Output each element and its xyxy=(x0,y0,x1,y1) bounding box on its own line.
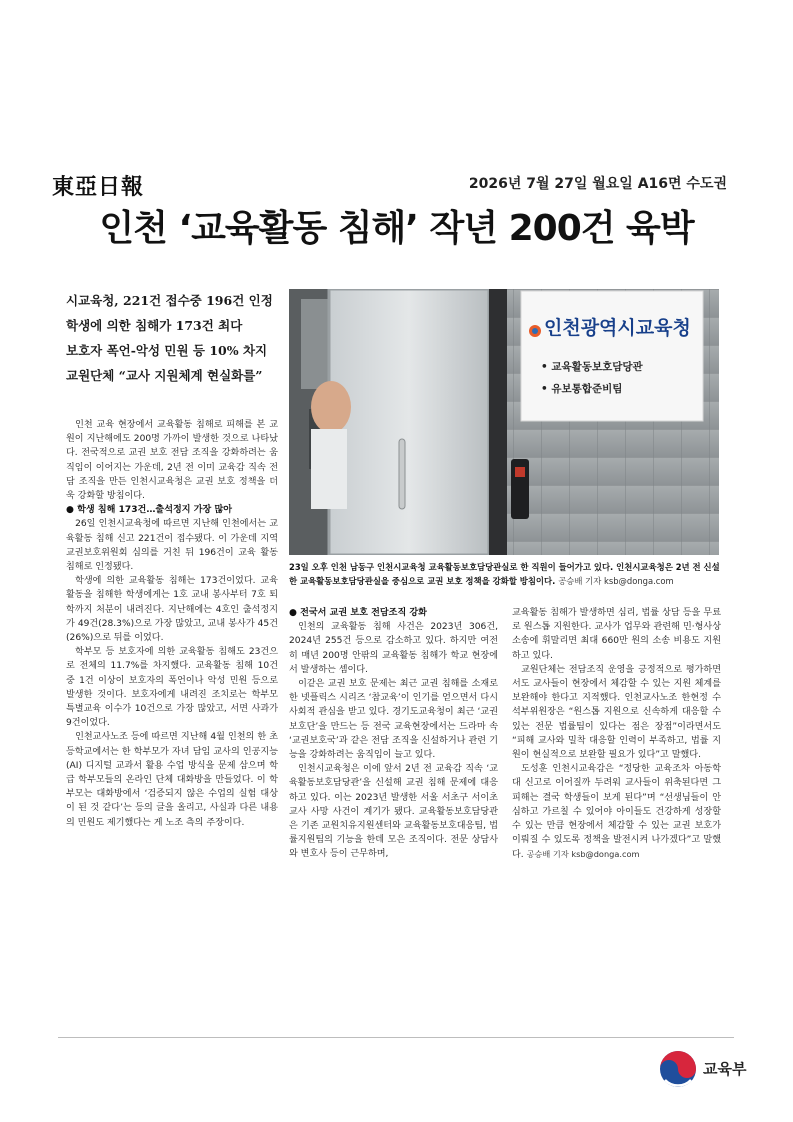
paragraph-text: 도성훈 인천시교육감은 “정당한 교육조차 아동학대 신고로 이어질까 두려워 교사들이 위축된다면 그 피해는 결국 학생들이 보게 된다”며 “선생님들이 안심하고 가르칠 수 있어야 아이들도 건강하게 성장할 수 있는 만큼 현장에서 체감할 수 있는 교권 보호가 이뤄질 수 있도록 정책을 발전시켜 나가겠다”고 말했다. xyxy=(512,764,721,861)
subheadline: 학생에 의한 침해가 173건 최다 xyxy=(66,318,243,333)
paragraph: 학생에 의한 교육활동 침해는 173건이었다. 교육 활동을 침해한 학생에게는 1호 교내 봉사부터 7호 퇴학까지 처분이 내려진다. 지난해에는 4호인 출석정지가 49건(28.3%)으로 가장 많았고, 교내 봉사가 45건(26%)으로 뒤를 이었다. xyxy=(66,576,278,644)
article-column-1 xyxy=(66,418,278,830)
reporter-byline: 공승배 기자 ksb@donga.com xyxy=(526,849,640,860)
paragraph: 인천교사노조 등에 따르면 지난해 4월 인천의 한 초등학교에서는 한 학부모가 자녀 담임 교사의 인공지능(AI) 디지털 교과서 활용 수업 방식을 문제 삼으며 학급 학부모들의 온라인 단체 대화방을 만들었다. 이 학부모는 대화방에서 ‘검증되지 않은 수업의 실험 대상이 된 것 같다’는 등의 글을 올리고, 사실과 다른 내용의 민원도 제기했다는 게 노조 측의 주장이다. xyxy=(66,732,278,828)
subheadline: 교원단체 “교사 지원체계 현실화를” xyxy=(66,368,263,383)
section-heading: ● 학생 침해 173건…출석정지 가장 많아 xyxy=(66,505,233,516)
subheadline-block xyxy=(66,288,281,388)
paragraph xyxy=(512,762,721,862)
paragraph: 교원단체는 전담조직 운영을 긍정적으로 평가하면서도 교사들이 현장에서 체감할 수 있는 지원 체계를 보완해야 한다고 지적했다. 인천교사노조 한현정 수석부위원장은 “원스톱 지원으로 신속하게 대응할 수 있는 전문 법률팀이 있다는 점은 장점”이라면서도 “피해 교사와 밀착 대응할 인력이 부족하고, 법률 지원이 현실적으로 보완할 필요가 있다”고 말했다. xyxy=(512,664,721,761)
sign-line-text: • 유보통합준비팀 xyxy=(541,383,623,395)
paragraph: 학부모 등 보호자에 의한 교육활동 침해도 23건으로 전체의 11.7%를 차지했다. 교육활동 침해 10건 중 1건 이상이 보호자의 폭언이나 악성 민원 등으로 발생한 것이다. 보호자에게 내려진 조치로는 학부모 특별교육 이수가 10건으로 가장 많았고, 서면 사과가 9건이었다. xyxy=(66,647,278,729)
footer-divider xyxy=(58,1037,734,1038)
article-column-2 xyxy=(289,606,498,862)
photo-credit: 공승배 기자 ksb@donga.com xyxy=(558,576,674,586)
article-photo xyxy=(289,289,719,555)
paragraph: 인천의 교육활동 침해 사건은 2023년 306건, 2024년 255건 등으로 감소하고 있다. 하지만 여전히 매년 200명 안팎의 교육활동 침해가 학교 현장에서 발생하는 셈이다. xyxy=(289,622,498,675)
subheadline: 보호자 폭언-악성 민원 등 10% 차지 xyxy=(66,343,268,358)
headline: 인천 ‘교육활동 침해’ 작년 200건 육박 xyxy=(99,208,694,249)
section-heading: ● 전국서 교권 보호 전담조직 강화 xyxy=(289,608,427,618)
paragraph: 인천 교육 현장에서 교육활동 침해로 피해를 본 교원이 지난해에도 200명 가까이 발생한 것으로 나타났다. 전국적으로 교권 보호 전담 조직을 강화하려는 움직임이 이어지는 가운데, 2년 전 이미 교육감 직속 전담 조직을 만든 인천시교육청은 교권 보호 정책을 더욱 강화할 방침이다. xyxy=(66,420,278,502)
ministry-of-education-logo-icon xyxy=(659,1050,697,1088)
sign-main-text: 인천광역시교육청 xyxy=(544,317,691,339)
subheadline: 시교육청, 221건 접수중 196건 인정 xyxy=(66,293,273,308)
paragraph: 교육활동 침해가 발생하면 심리, 법률 상담 등을 무료로 원스톱 지원한다. 교사가 업무와 관련해 민·형사상 소송에 휘말리면 최대 660만 원의 소송 비용도 지원하고 있다. xyxy=(512,608,721,661)
paragraph: 이같은 교권 보호 문제는 최근 교권 침해를 소재로 한 넷플릭스 시리즈 ‘참교육’이 인기를 얻으면서 다시 사회적 관심을 받고 있다. 경기도교육청이 최근 ‘교권보호단’을 만드는 등 전국 교육현장에서는 드라마 속 ‘교권보호국’과 같은 전담 조직을 신설하거나 관련 기능을 강화하려는 움직임이 늘고 있다. xyxy=(289,679,498,761)
newspaper-masthead: 東亞日報 xyxy=(52,174,145,200)
edition-date: 2026년 7월 27일 월요일 A16면 수도권 xyxy=(468,176,727,192)
ministry-name: 교육부 xyxy=(703,1060,747,1078)
sign-line-text: • 교육활동보호담당관 xyxy=(541,361,643,373)
photo-caption xyxy=(289,560,721,588)
paragraph: 26일 인천시교육청에 따르면 지난해 인천에서는 교육활동 침해 신고 221건이 접수됐다. 이 가운데 지역 교권보호위원회 심의를 거친 뒤 196건이 교육 활동 침해로 인정됐다. xyxy=(66,519,278,573)
caption-text: 23일 오후 인천 남동구 인천시교육청 교육활동보호담당관실로 한 직원이 들어가고 있다. 인천시교육청은 2년 전 신설한 교육활동보호담당관실을 중심으로 교권 보호 정책을 강화할 방침이다. xyxy=(289,562,720,586)
paragraph: 인천시교육청은 이에 앞서 2년 전 교육감 직속 ‘교육활동보호담당관’을 신설해 교권 침해 문제에 대응하고 있다. 이는 2023년 발생한 서울 서초구 서이초 교사 사망 사건이 계기가 됐다. 교육활동보호담당관은 기존 교원치유지원센터와 교육활동보호대응팀, 법률지원팀의 기능을 한데 모은 조직이다. 전문 상담사와 변호사 등이 근무하며, xyxy=(289,764,498,860)
article-column-3 xyxy=(512,606,721,863)
